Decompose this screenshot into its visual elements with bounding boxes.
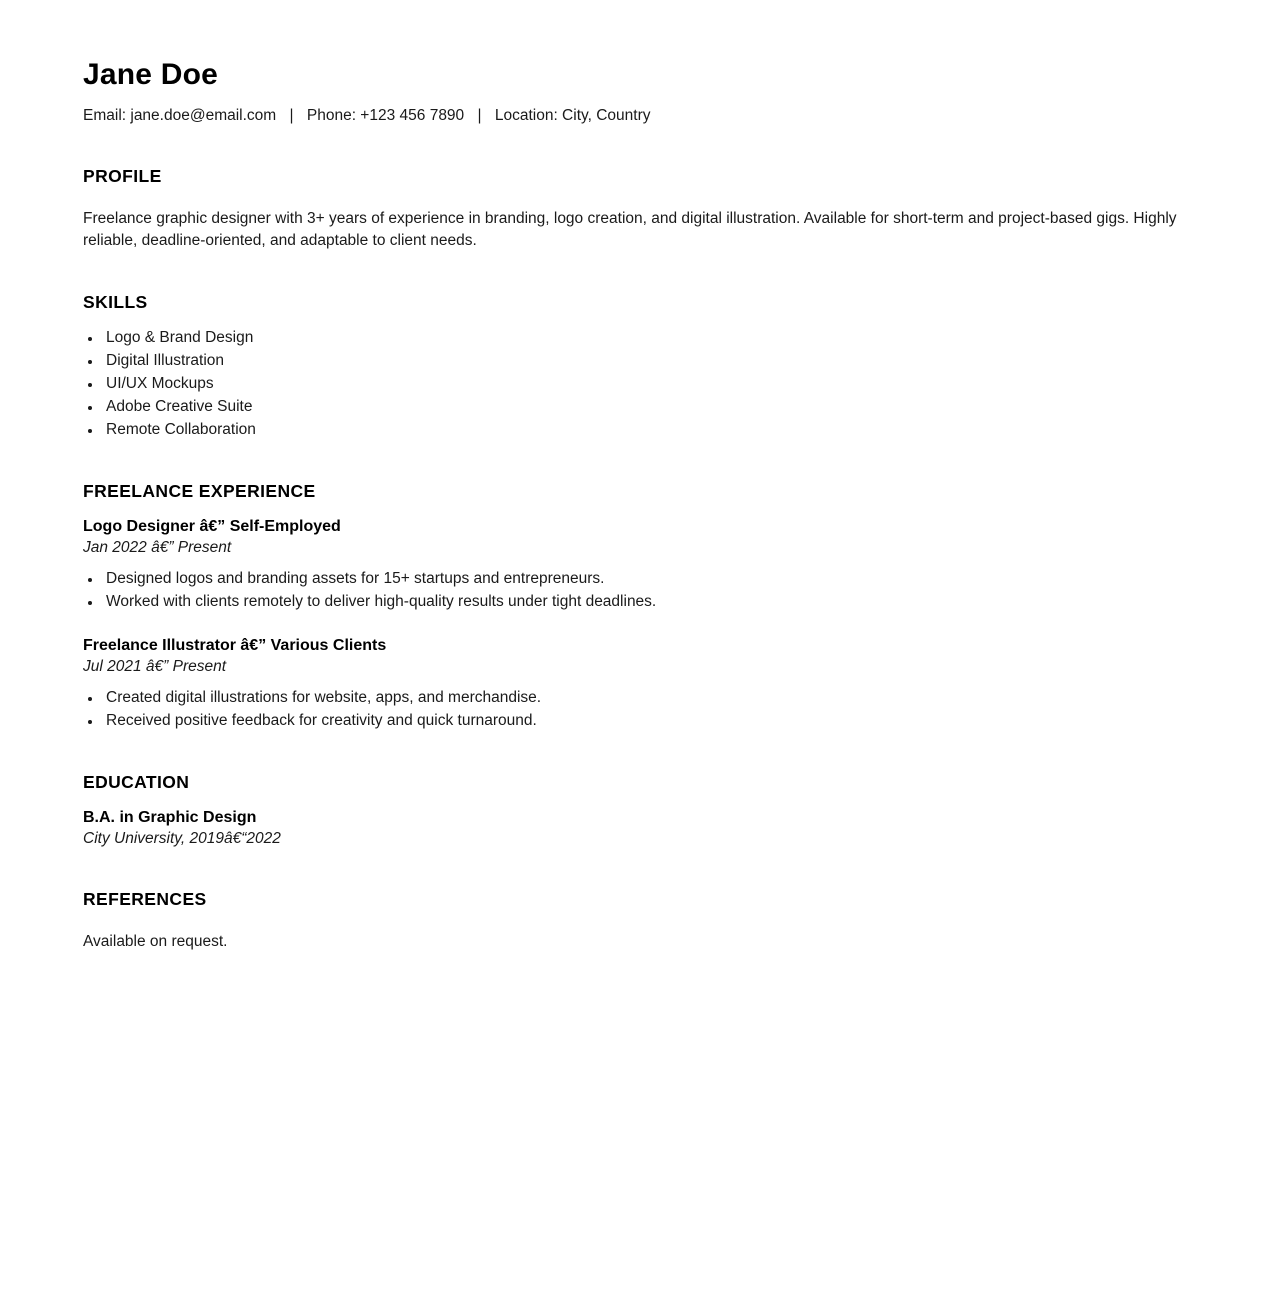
skill-item: • Logo & Brand Design — [102, 326, 1195, 349]
job-bullet: • Worked with clients remotely to deliver high-quality results under tight deadlines. — [102, 590, 1195, 613]
education-entry — [83, 807, 1195, 849]
job-entry — [83, 516, 1195, 613]
section-heading-education: EDUCATION — [83, 772, 190, 793]
school-line: City University, 2019â€“2022 — [83, 830, 281, 848]
skill-item: • Digital Illustration — [102, 349, 1195, 372]
section-profile — [83, 166, 1195, 252]
job-title: Freelance Illustrator â€” Various Clients — [83, 637, 387, 655]
references-text: Available on request. — [83, 933, 228, 951]
job-title: Logo Designer â€” Self-Employed — [83, 518, 341, 536]
section-skills — [83, 292, 1195, 441]
job-bullet: • Created digital illustrations for website, apps, and merchandise. — [102, 686, 1195, 709]
contact-location: Location: City, Country — [494, 106, 651, 124]
profile-text: Freelance graphic designer with 3+ years of experience in branding, logo creation, and digital illustration. Available for short-term and project-based gigs. Highly reliable, deadline-oriented, and adaptable to client needs. — [83, 210, 1177, 250]
degree-title: B.A. in Graphic Design — [83, 809, 257, 827]
job-bullet: • Received positive feedback for creativity and quick turnaround. — [102, 709, 1195, 732]
job-entry — [83, 635, 1195, 732]
section-heading-references: REFERENCES — [83, 889, 207, 910]
resume-header — [83, 56, 1195, 126]
skill-item: • UI/UX Mockups — [102, 372, 1195, 395]
section-heading-skills: SKILLS — [83, 292, 148, 313]
contact-separator: | — [289, 106, 294, 124]
job-dates: Jan 2022 â€” Present — [83, 539, 232, 557]
skills-list — [83, 326, 1195, 441]
job-bullet-list — [83, 567, 1195, 613]
contact-separator: | — [477, 106, 482, 124]
skill-item: • Remote Collaboration — [102, 418, 1195, 441]
section-heading-experience: FREELANCE EXPERIENCE — [83, 481, 316, 502]
section-heading-profile: PROFILE — [83, 166, 162, 187]
contact-line — [83, 106, 1195, 127]
section-education — [83, 772, 1195, 849]
contact-email: Email: jane.doe@email.com — [83, 106, 277, 124]
section-references — [83, 889, 1195, 953]
skill-item: • Adobe Creative Suite — [102, 395, 1195, 418]
job-dates: Jul 2021 â€” Present — [83, 658, 227, 676]
job-bullet-list — [83, 686, 1195, 732]
section-experience — [83, 481, 1195, 732]
resume-name: Jane Doe — [83, 58, 218, 91]
job-bullet: • Designed logos and branding assets for 15+ startups and entrepreneurs. — [102, 567, 1195, 590]
contact-phone: Phone: +123 456 7890 — [306, 106, 465, 124]
